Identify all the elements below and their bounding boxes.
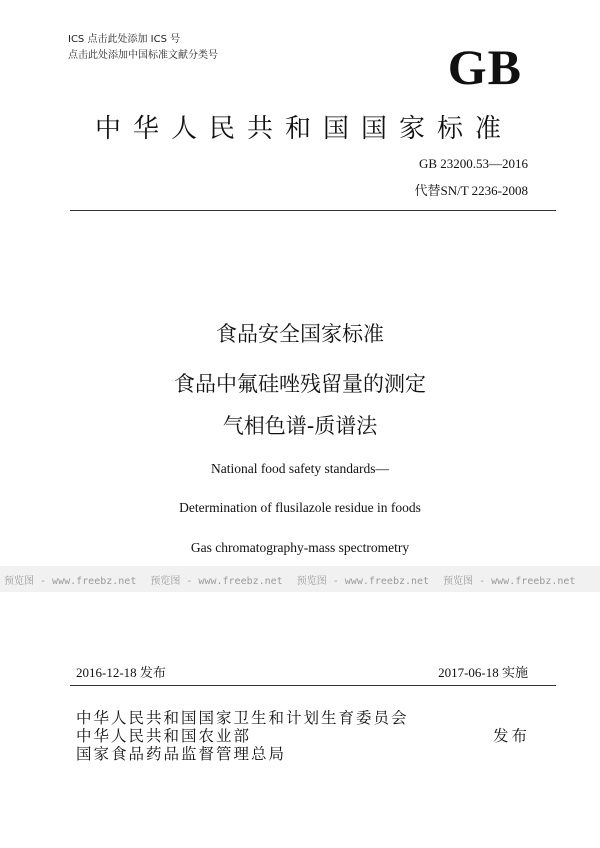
issuer-line-1: 中华人民共和国国家卫生和计划生育委员会 bbox=[76, 709, 409, 727]
watermark-band bbox=[0, 566, 600, 592]
title-cn-line-3: 气相色谱-质谱法 bbox=[222, 414, 378, 438]
top-divider bbox=[70, 210, 556, 211]
title-en-line-1: National food safety standards— bbox=[210, 461, 390, 476]
replaces-standard: 代替SN/T 2236-2008 bbox=[414, 183, 528, 198]
watermark-text: 预览图 - www.freebz.net bbox=[150, 575, 283, 587]
publish-label: 发布 bbox=[492, 727, 530, 745]
title-cn-line-1: 食品安全国家标准 bbox=[216, 322, 384, 346]
issue-date: 2016-12-18 发布 bbox=[76, 665, 166, 680]
issuer-line-2: 中华人民共和国农业部 bbox=[76, 727, 252, 745]
ccs-number-placeholder: 点击此处添加中国标准文献分类号 bbox=[68, 50, 218, 61]
bottom-divider bbox=[70, 685, 556, 686]
standard-number: GB 23200.53—2016 bbox=[418, 156, 528, 171]
issuer-line-3: 国家食品药品监督管理总局 bbox=[76, 745, 287, 763]
title-en-line-2: Determination of flusilazole residue in foods bbox=[179, 500, 421, 515]
title-en-line-3: Gas chromatography-mass spectrometry bbox=[190, 540, 410, 555]
implementation-date: 2017-06-18 实施 bbox=[438, 665, 528, 680]
gb-logo: GB bbox=[447, 39, 522, 95]
watermark-text: 预览图 - www.freebz.net bbox=[296, 575, 430, 587]
title-cn-line-2: 食品中氟硅唑残留量的测定 bbox=[174, 372, 426, 396]
standard-type-heading: 中华人民共和国国家标准 bbox=[94, 114, 513, 144]
ics-number-placeholder: ICS 点击此处添加 ICS 号 bbox=[68, 34, 181, 45]
watermark-text: 预览图 - www.freebz.net bbox=[4, 575, 137, 587]
watermark-text: 预览图 - www.freebz.net bbox=[443, 575, 576, 587]
